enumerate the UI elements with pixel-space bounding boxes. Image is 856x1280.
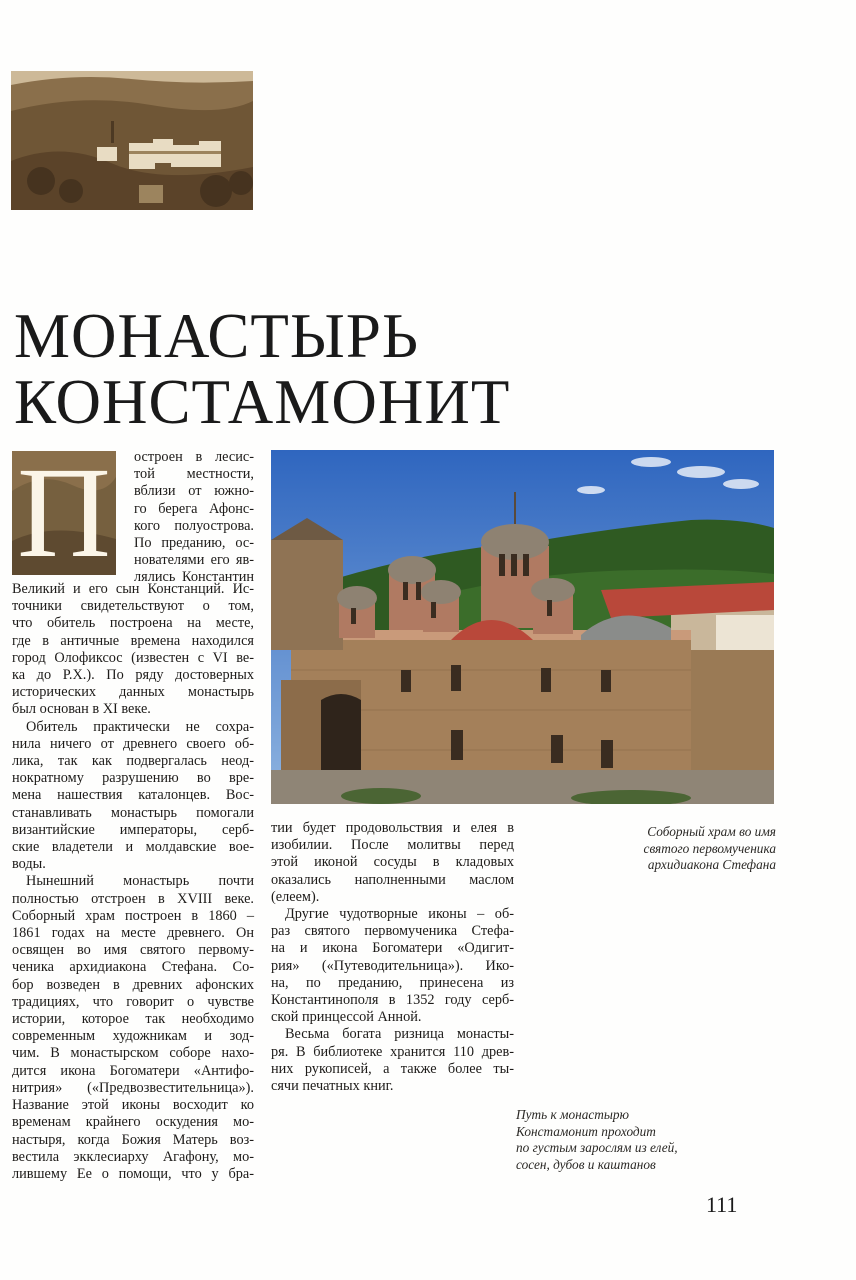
caption-line: святого первомученика <box>643 840 776 856</box>
text-line: Соборный храм построен в 1860 – <box>12 907 254 924</box>
text-line: полностью отстроен в XVIII веке. <box>12 890 254 907</box>
text-line: По преданию, ос- <box>134 535 254 552</box>
page-number: 111 <box>706 1192 738 1217</box>
text-line: ской принцессой Анной. <box>271 1009 422 1026</box>
text-line: традициях, что говорит о чувстве <box>12 993 254 1010</box>
text-line: современным художникам и зод- <box>12 1028 254 1045</box>
text-line: го берега Афонс- <box>134 500 254 517</box>
text-line: нитрия» («Предвозвестительница»). <box>12 1079 254 1096</box>
title-line-1: МОНАСТЫРЬ <box>14 301 420 371</box>
text-line: раз святого первомученика Стефа- <box>271 923 514 940</box>
text-line: ка до Р.Х.). По ряду достоверных <box>12 667 254 684</box>
text-line: ские владетели и молдавские вое- <box>12 839 254 856</box>
text-line: ченика архидиакона Стефана. Со- <box>12 959 254 976</box>
text-line: той местности, <box>134 466 254 483</box>
text-line: на, по преданию, принесена из <box>271 974 514 991</box>
text-line: ря. В библиотеке хранится 110 древ- <box>271 1043 514 1060</box>
text-line: лившему Ее о помощи, что у бра- <box>12 1165 254 1182</box>
text-line: бор возведен в древних афонских <box>12 976 254 993</box>
text-line: византийские императоры, серб- <box>12 821 254 838</box>
text-line: остроен в лесис- <box>134 449 254 465</box>
text-line: где в античные времена находился <box>12 632 254 649</box>
text-line: Другие чудотворные иконы – об- <box>285 906 514 923</box>
text-line: Нынешний монастырь почти <box>26 873 254 890</box>
body-column-2 <box>271 820 514 1095</box>
text-line: вблизи от южно- <box>134 483 254 500</box>
text-line: воды. <box>12 856 46 873</box>
cathedral-photo-image <box>271 450 774 804</box>
caption-line: Путь к монастырю <box>516 1107 629 1122</box>
intro-text <box>134 449 254 587</box>
caption-line: по густым зарослям из елей, <box>516 1140 678 1155</box>
text-line: станавливать монастырь помогали <box>12 804 254 821</box>
text-line: город Олофиксос (известен с VI ве- <box>12 649 254 666</box>
text-line: нократному разрушению во вре- <box>12 770 254 787</box>
text-line: чим. В монастырском соборе нахо- <box>12 1045 254 1062</box>
text-line: Константинополя в 1352 году серб- <box>271 992 514 1009</box>
text-line: лика, так как подвергалась неод- <box>12 753 254 770</box>
vignette-caption <box>516 1107 716 1173</box>
monastery-sepia-illustration <box>11 71 253 210</box>
text-line: Название этой иконы восходит ко <box>12 1097 254 1114</box>
text-line: исторических данных монастырь <box>12 684 254 701</box>
text-line: кого полуострова. <box>134 517 254 534</box>
text-line: истории, которое так необходимо <box>12 1011 254 1028</box>
text-line: Весьма богата ризница монасты- <box>285 1026 514 1043</box>
photo-caption <box>604 824 776 874</box>
text-line: вестила экклесиарху Агафону, мо- <box>12 1148 254 1165</box>
caption-line: архидиакона Стефана <box>647 857 776 872</box>
caption-line: сосен, дубов и каштанов <box>516 1156 656 1172</box>
text-line: был основан в XI веке. <box>12 701 151 718</box>
text-line: точники свидетельствуют о том, <box>12 598 254 615</box>
caption-line: Соборный храм во имя <box>647 824 776 839</box>
cathedral-photo <box>271 450 774 804</box>
title-line-2: КОНСТАМОНИТ <box>14 367 511 437</box>
text-line: (елеем). <box>271 888 320 905</box>
caption-line: Констамонит проходит <box>516 1123 656 1139</box>
text-line: нователями его яв- <box>134 552 254 569</box>
text-line: оказались наполненными маслом <box>271 871 514 888</box>
text-line: освящен во имя святого первому- <box>12 942 254 959</box>
text-line: тии будет продовольствия и елея в <box>271 820 514 836</box>
text-line: на и икона Богоматери «Одигит- <box>271 940 514 957</box>
text-line: сячи печатных книг. <box>271 1078 394 1095</box>
text-line: рия» («Путеводительница»). Ико- <box>271 957 514 974</box>
article-title <box>14 301 774 437</box>
header-vignette-image <box>11 71 253 210</box>
drop-cap-letter: П <box>17 451 111 575</box>
text-line: изобилии. После молитвы перед <box>271 837 514 854</box>
text-line: Обитель практически не сохра- <box>26 718 254 735</box>
text-line: настыря, когда Божия Матерь воз- <box>12 1131 254 1148</box>
text-line: что обитель построена на месте, <box>12 615 254 632</box>
text-line: 1861 годах на месте древнего. Он <box>12 925 254 942</box>
text-line: временам крайнего оскудения мо- <box>12 1114 254 1131</box>
body-column-1 <box>12 581 254 1183</box>
drop-cap <box>12 451 116 575</box>
text-line: нила ничего от древнего своего об- <box>12 735 254 752</box>
text-line: Великий и его сын Констанций. Ис- <box>12 581 254 597</box>
text-line: этой иконой сосуды в кладовых <box>271 854 514 871</box>
text-line: мена нашествия каталонцев. Вос- <box>12 787 254 804</box>
text-line: лялись Константин <box>134 569 254 586</box>
text-line: них рукописей, а также более ты- <box>271 1060 514 1077</box>
text-line: дится икона Богоматери «Антифо- <box>12 1062 254 1079</box>
